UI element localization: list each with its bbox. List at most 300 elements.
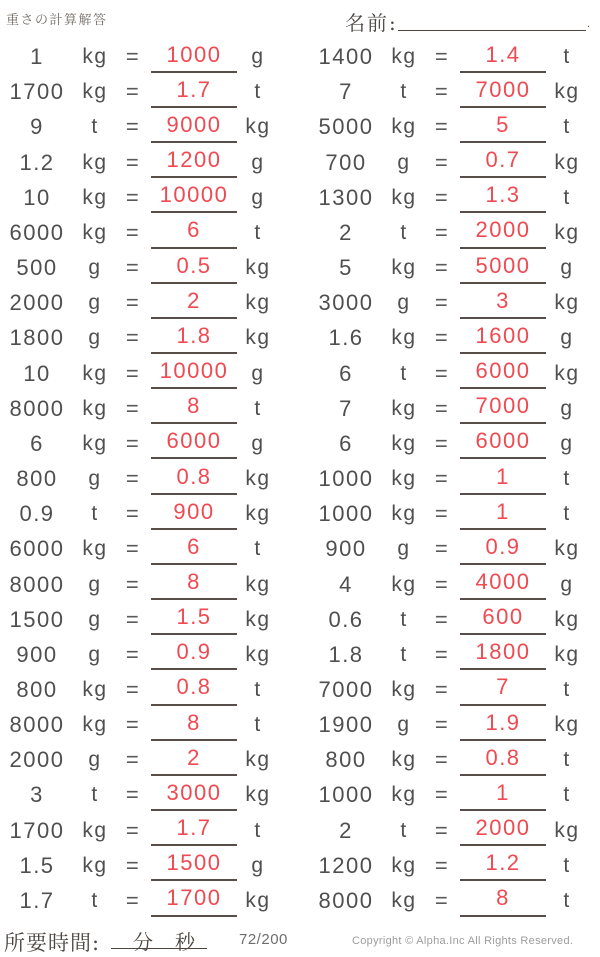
name-line-end-tick: . (587, 18, 591, 30)
problems-column-right (310, 40, 600, 919)
answer-underline (460, 567, 546, 600)
problem-unit: g (88, 467, 102, 491)
answer-unit: t (563, 748, 571, 772)
problem-value: 800 (16, 676, 58, 702)
problem-unit: t (91, 783, 99, 807)
equals-sign: = (125, 782, 141, 808)
answer-value: 2000 (475, 217, 531, 243)
answer-unit: kg (554, 80, 580, 104)
answer-unit: kg (245, 256, 271, 280)
problem-row (310, 497, 600, 532)
answer-underline (460, 426, 546, 459)
problem-value: 8000 (318, 887, 374, 913)
equals-sign: = (434, 395, 450, 421)
answer-unit: t (254, 537, 262, 561)
answer-unit: kg (245, 783, 271, 807)
problem-unit: t (400, 818, 408, 842)
answer-value: 6000 (475, 428, 531, 454)
answer-underline (460, 356, 546, 389)
problem-value: 8000 (9, 395, 65, 421)
answer-unit: g (251, 431, 265, 455)
answer-value: 7000 (475, 393, 531, 419)
equals-sign: = (125, 255, 141, 281)
problem-row (1, 356, 299, 391)
answer-underline (151, 286, 237, 319)
answer-underline (460, 145, 546, 178)
problem-value: 6000 (9, 219, 65, 245)
problem-unit: t (400, 220, 408, 244)
problem-row (310, 391, 600, 426)
answer-unit: kg (554, 150, 580, 174)
problem-unit: g (88, 326, 102, 350)
equals-sign: = (434, 149, 450, 175)
answer-unit: g (251, 185, 265, 209)
problem-value: 2000 (9, 747, 65, 773)
problem-unit: kg (82, 818, 108, 842)
problems-column-left (1, 40, 299, 919)
answer-value: 1200 (166, 147, 222, 173)
problem-row (310, 813, 600, 848)
answer-value: 1 (496, 779, 510, 805)
problem-row (310, 637, 600, 672)
problem-unit: kg (391, 572, 417, 596)
equals-sign: = (125, 44, 141, 70)
answer-underline (151, 848, 237, 881)
answer-underline (460, 286, 546, 319)
problem-value: 6 (339, 430, 353, 456)
answer-unit: kg (554, 607, 580, 631)
problem-value: 1700 (9, 79, 65, 105)
problem-row (310, 602, 600, 637)
answer-underline (151, 497, 237, 530)
problem-unit: kg (391, 45, 417, 69)
problem-unit: kg (82, 677, 108, 701)
problem-unit: kg (391, 783, 417, 807)
answer-unit: t (563, 502, 571, 526)
equals-sign: = (434, 606, 450, 632)
equals-sign: = (125, 501, 141, 527)
problem-unit: kg (391, 853, 417, 877)
problem-value: 1 (30, 44, 44, 70)
answer-underline (151, 743, 237, 776)
problem-value: 1800 (9, 325, 65, 351)
problem-value: 2 (339, 219, 353, 245)
equals-sign: = (434, 466, 450, 492)
problem-value: 6000 (9, 536, 65, 562)
answer-underline (151, 461, 237, 494)
problem-unit: g (397, 537, 411, 561)
answer-value: 5000 (475, 252, 531, 278)
problem-value: 500 (16, 255, 58, 281)
answer-unit: kg (245, 642, 271, 666)
answer-unit: g (560, 396, 574, 420)
answer-underline (460, 848, 546, 881)
answer-unit: t (254, 677, 262, 701)
problem-value: 4 (339, 571, 353, 597)
problem-value: 7 (339, 79, 353, 105)
answer-value: 1 (496, 463, 510, 489)
answer-unit: t (254, 80, 262, 104)
answer-value: 0.8 (485, 744, 521, 770)
problem-value: 1700 (9, 817, 65, 843)
answer-value: 0.8 (176, 674, 212, 700)
answer-unit: g (560, 572, 574, 596)
problem-unit: kg (82, 396, 108, 420)
answer-value: 4000 (475, 569, 531, 595)
answer-underline (460, 40, 546, 73)
problem-unit: kg (82, 537, 108, 561)
problem-row (1, 75, 299, 110)
problem-row (310, 672, 600, 707)
problem-unit: t (91, 888, 99, 912)
answer-value: 6 (187, 217, 201, 243)
equals-sign: = (125, 219, 141, 245)
problem-row (310, 708, 600, 743)
seconds-label: 秒 (175, 930, 195, 954)
problem-value: 1000 (318, 782, 374, 808)
problem-value: 1.7 (19, 887, 55, 913)
answer-unit: kg (245, 467, 271, 491)
problem-unit: kg (82, 431, 108, 455)
problem-unit: g (397, 291, 411, 315)
equals-sign: = (434, 536, 450, 562)
equals-sign: = (434, 114, 450, 140)
answer-underline (460, 391, 546, 424)
answer-value: 2000 (475, 815, 531, 841)
problem-value: 1300 (318, 184, 374, 210)
answer-unit: t (563, 888, 571, 912)
problem-row (310, 321, 600, 356)
equals-sign: = (125, 676, 141, 702)
problem-value: 700 (325, 149, 367, 175)
problem-value: 800 (16, 466, 58, 492)
problem-row (1, 708, 299, 743)
name-input-line (398, 9, 586, 31)
answer-value: 6000 (475, 358, 531, 384)
problem-row (1, 251, 299, 286)
answer-value: 6000 (166, 428, 222, 454)
answer-unit: kg (554, 361, 580, 385)
problem-value: 0.6 (328, 606, 364, 632)
answer-unit: g (560, 431, 574, 455)
answer-underline (460, 813, 546, 846)
answer-value: 7000 (475, 76, 531, 102)
equals-sign: = (434, 325, 450, 351)
answer-underline (460, 110, 546, 143)
problem-unit: kg (82, 185, 108, 209)
answer-value: 1.5 (176, 604, 212, 630)
problem-unit: kg (391, 677, 417, 701)
minutes-label: 分 (133, 930, 153, 954)
equals-sign: = (125, 325, 141, 351)
answer-value: 0.9 (176, 639, 212, 665)
equals-sign: = (434, 219, 450, 245)
problem-row (310, 356, 600, 391)
problem-row (1, 321, 299, 356)
problem-row (310, 532, 600, 567)
problem-value: 1.2 (19, 149, 55, 175)
problem-value: 1.5 (19, 852, 55, 878)
problem-row (310, 286, 600, 321)
answer-unit: kg (554, 537, 580, 561)
answer-unit: t (563, 185, 571, 209)
equals-sign: = (125, 747, 141, 773)
equals-sign: = (434, 430, 450, 456)
equals-sign: = (125, 395, 141, 421)
problem-row (310, 778, 600, 813)
answer-underline (151, 251, 237, 284)
equals-sign: = (434, 79, 450, 105)
answer-value: 3000 (166, 779, 222, 805)
problem-value: 2 (339, 817, 353, 843)
answer-value: 5 (496, 111, 510, 137)
problem-row (310, 40, 600, 75)
answer-value: 0.5 (176, 252, 212, 278)
problem-row (1, 40, 299, 75)
equals-sign: = (434, 782, 450, 808)
answer-value: 2 (187, 744, 201, 770)
problem-row (1, 497, 299, 532)
problem-value: 8000 (9, 571, 65, 597)
answer-unit: g (560, 326, 574, 350)
problem-value: 900 (16, 641, 58, 667)
equals-sign: = (125, 114, 141, 140)
problem-value: 1000 (318, 466, 374, 492)
problem-value: 900 (325, 536, 367, 562)
answer-underline (460, 321, 546, 354)
problem-value: 10 (23, 184, 51, 210)
page-title: 重さの計算解答 (6, 13, 108, 28)
problem-value: 1.8 (328, 641, 364, 667)
problem-row (1, 532, 299, 567)
equals-sign: = (125, 290, 141, 316)
problem-value: 7 (339, 395, 353, 421)
answer-unit: t (563, 853, 571, 877)
problem-row (310, 145, 600, 180)
problem-row (310, 567, 600, 602)
equals-sign: = (125, 852, 141, 878)
problem-row (310, 215, 600, 250)
problem-unit: kg (82, 45, 108, 69)
answer-unit: kg (245, 572, 271, 596)
problem-unit: t (400, 80, 408, 104)
problem-unit: kg (391, 431, 417, 455)
equals-sign: = (125, 606, 141, 632)
answer-underline (151, 813, 237, 846)
equals-sign: = (434, 676, 450, 702)
problem-unit: kg (391, 748, 417, 772)
time-required-label: 所要時間: (4, 931, 101, 955)
answer-underline (151, 356, 237, 389)
answer-underline (151, 532, 237, 565)
answer-underline (460, 215, 546, 248)
answer-underline (460, 778, 546, 811)
problem-value: 5 (339, 255, 353, 281)
answer-underline (151, 637, 237, 670)
problem-value: 5000 (318, 114, 374, 140)
answer-underline (460, 497, 546, 530)
problem-unit: t (91, 115, 99, 139)
answer-underline (151, 110, 237, 143)
problem-value: 7000 (318, 676, 374, 702)
equals-sign: = (434, 255, 450, 281)
answer-unit: g (251, 361, 265, 385)
problem-row (1, 215, 299, 250)
page-number: 72/200 (239, 931, 288, 948)
problem-value: 1900 (318, 712, 374, 738)
problem-unit: t (400, 607, 408, 631)
problem-unit: kg (391, 326, 417, 350)
problem-unit: kg (391, 396, 417, 420)
problem-unit: t (400, 361, 408, 385)
problem-unit: g (88, 748, 102, 772)
answer-value: 1800 (475, 639, 531, 665)
answer-value: 1.8 (176, 322, 212, 348)
answer-underline (460, 672, 546, 705)
time-input-line (111, 924, 207, 954)
problem-unit: kg (82, 853, 108, 877)
answer-value: 6 (187, 533, 201, 559)
answer-unit: g (560, 256, 574, 280)
equals-sign: = (125, 466, 141, 492)
problem-unit: kg (82, 80, 108, 104)
problem-unit: t (91, 502, 99, 526)
equals-sign: = (434, 641, 450, 667)
answer-value: 10000 (159, 358, 229, 384)
answer-underline (151, 215, 237, 248)
answer-underline (151, 426, 237, 459)
problem-unit: g (88, 291, 102, 315)
answer-value: 0.7 (485, 147, 521, 173)
answer-unit: g (251, 150, 265, 174)
problem-value: 1.6 (328, 325, 364, 351)
problem-unit: kg (391, 115, 417, 139)
answer-underline (151, 40, 237, 73)
problem-row (310, 743, 600, 778)
equals-sign: = (434, 712, 450, 738)
equals-sign: = (434, 290, 450, 316)
answer-value: 1.7 (176, 76, 212, 102)
equals-sign: = (125, 887, 141, 913)
answer-unit: t (254, 818, 262, 842)
answer-underline (151, 708, 237, 741)
answer-value: 8 (187, 393, 201, 419)
equals-sign: = (434, 501, 450, 527)
answer-underline (151, 180, 237, 213)
answer-underline (460, 75, 546, 108)
problem-unit: kg (82, 713, 108, 737)
equals-sign: = (125, 817, 141, 843)
problem-value: 3 (30, 782, 44, 808)
answer-underline (151, 321, 237, 354)
problem-value: 1000 (318, 501, 374, 527)
problem-unit: kg (391, 256, 417, 280)
problem-row (1, 180, 299, 215)
problem-row (310, 426, 600, 461)
answer-value: 8 (496, 885, 510, 911)
answer-unit: t (563, 467, 571, 491)
problem-unit: kg (391, 185, 417, 209)
equals-sign: = (125, 79, 141, 105)
problem-unit: kg (391, 502, 417, 526)
problem-row (310, 180, 600, 215)
equals-sign: = (434, 571, 450, 597)
answer-value: 600 (482, 604, 524, 630)
answer-value: 1700 (166, 885, 222, 911)
problem-row (1, 461, 299, 496)
problem-row (1, 813, 299, 848)
answer-unit: t (563, 677, 571, 701)
problem-row (1, 567, 299, 602)
equals-sign: = (125, 536, 141, 562)
answer-unit: kg (554, 220, 580, 244)
problem-value: 1200 (318, 852, 374, 878)
problem-row (310, 883, 600, 918)
answer-value: 8 (187, 569, 201, 595)
answer-underline (151, 567, 237, 600)
answer-unit: t (254, 396, 262, 420)
answer-unit: kg (245, 115, 271, 139)
answer-underline (151, 672, 237, 705)
answer-unit: kg (554, 642, 580, 666)
equals-sign: = (125, 430, 141, 456)
problem-row (1, 286, 299, 321)
answer-unit: kg (245, 326, 271, 350)
problem-unit: kg (391, 467, 417, 491)
problem-row (1, 110, 299, 145)
problem-row (1, 743, 299, 778)
equals-sign: = (434, 184, 450, 210)
equals-sign: = (125, 712, 141, 738)
name-label: 名前: (345, 11, 398, 35)
answer-unit: t (254, 220, 262, 244)
answer-value: 1.3 (485, 182, 521, 208)
answer-value: 0.8 (176, 463, 212, 489)
equals-sign: = (434, 817, 450, 843)
problem-value: 1400 (318, 44, 374, 70)
answer-value: 1.7 (176, 815, 212, 841)
problem-unit: kg (82, 150, 108, 174)
answer-value: 1000 (166, 41, 222, 67)
problem-row (1, 883, 299, 918)
answer-value: 1 (496, 498, 510, 524)
equals-sign: = (125, 184, 141, 210)
answer-value: 900 (173, 498, 215, 524)
problem-row (1, 391, 299, 426)
equals-sign: = (434, 44, 450, 70)
problem-row (1, 672, 299, 707)
answer-underline (460, 532, 546, 565)
problem-row (1, 145, 299, 180)
answer-unit: kg (554, 818, 580, 842)
problem-unit: g (88, 607, 102, 631)
answer-value: 1.2 (485, 850, 521, 876)
problem-unit: kg (391, 888, 417, 912)
answer-value: 8 (187, 709, 201, 735)
answer-underline (460, 637, 546, 670)
answer-underline (460, 883, 546, 916)
answer-underline (460, 708, 546, 741)
problem-value: 3000 (318, 290, 374, 316)
problem-row (1, 848, 299, 883)
answer-unit: t (254, 713, 262, 737)
copyright-notice: Copyright © Alpha.Inc All Rights Reserved. (352, 935, 574, 947)
equals-sign: = (434, 887, 450, 913)
problem-value: 800 (325, 747, 367, 773)
answer-unit: g (251, 853, 265, 877)
answer-unit: kg (245, 607, 271, 631)
problem-unit: g (88, 572, 102, 596)
